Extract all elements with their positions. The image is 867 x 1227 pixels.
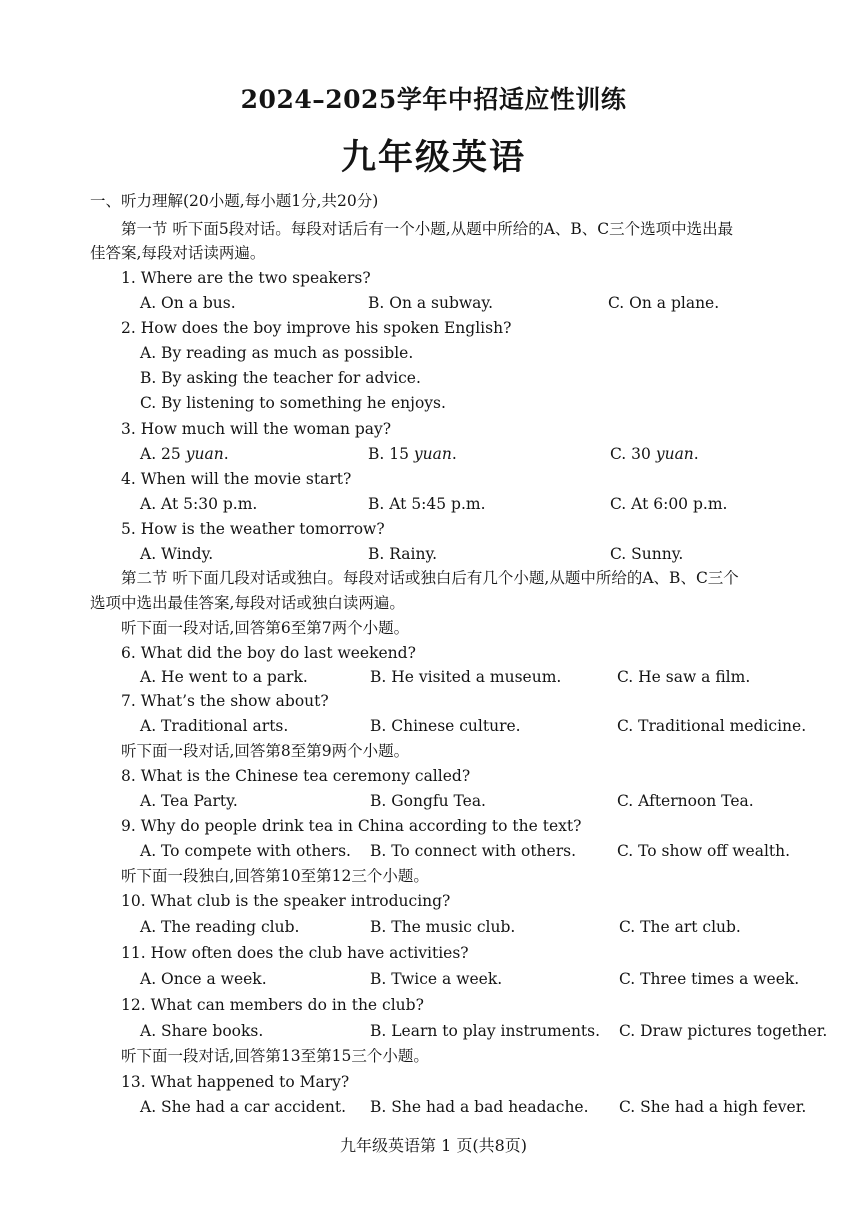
q10-option-b: B. The music club. xyxy=(370,918,516,936)
q6-option-c: C. He saw a film. xyxy=(617,668,751,686)
question-10: 10. What club is the speaker introducing? xyxy=(121,892,451,910)
q11-option-c: C. Three times a week. xyxy=(619,970,800,988)
part2-instruction: 第二节 听下面几段对话或独白。每段对话或独白后有几个小题,从题中所给的A、B、C三个 xyxy=(121,569,739,587)
q6-option-b: B. He visited a museum. xyxy=(370,668,562,686)
q1-option-c: C. On a plane. xyxy=(608,294,720,312)
q5-option-a: A. Windy. xyxy=(140,545,214,563)
q12-option-c: C. Draw pictures together. xyxy=(619,1022,828,1040)
q8-option-c: C. Afternoon Tea. xyxy=(617,792,754,810)
q7-option-b: B. Chinese culture. xyxy=(370,717,521,735)
question-6: 6. What did the boy do last weekend? xyxy=(121,644,416,662)
q10-option-c: C. The art club. xyxy=(619,918,741,936)
question-2: 2. How does the boy improve his spoken English? xyxy=(121,319,512,337)
instruction-q13-15: 听下面一段对话,回答第13至第15三个小题。 xyxy=(121,1047,429,1065)
page-footer: 九年级英语第 1 页(共8页) xyxy=(339,1136,528,1155)
question-13: 13. What happened to Mary? xyxy=(121,1073,350,1091)
part1-instruction-cont: 佳答案,每段对话读两遍。 xyxy=(90,244,266,262)
q3-option-b: B. 15 yuan. xyxy=(368,445,457,463)
q12-option-b: B. Learn to play instruments. xyxy=(370,1022,601,1040)
question-9: 9. Why do people drink tea in China according to the text? xyxy=(121,817,582,835)
instruction-q10-12: 听下面一段独白,回答第10至第12三个小题。 xyxy=(121,867,429,885)
question-1: 1. Where are the two speakers? xyxy=(121,269,371,287)
q8-option-b: B. Gongfu Tea. xyxy=(370,792,486,810)
q6-option-a: A. He went to a park. xyxy=(140,668,308,686)
part1-instruction: 第一节 听下面5段对话。每段对话后有一个小题,从题中所给的A、B、C三个选项中选出最 xyxy=(121,220,734,238)
question-12: 12. What can members do in the club? xyxy=(121,996,424,1014)
q12-option-a: A. Share books. xyxy=(140,1022,264,1040)
q1-option-a: A. On a bus. xyxy=(140,294,236,312)
q9-option-c: C. To show off wealth. xyxy=(617,842,791,860)
q13-option-a: A. She had a car accident. xyxy=(140,1098,347,1116)
q2-option-c: C. By listening to something he enjoys. xyxy=(140,394,446,412)
q5-option-c: C. Sunny. xyxy=(610,545,684,563)
q11-option-a: A. Once a week. xyxy=(140,970,267,988)
q10-option-a: A. The reading club. xyxy=(140,918,300,936)
q5-option-b: B. Rainy. xyxy=(368,545,438,563)
instruction-q6-7: 听下面一段对话,回答第6至第7两个小题。 xyxy=(121,619,410,637)
instruction-q8-9: 听下面一段对话,回答第8至第9两个小题。 xyxy=(121,742,410,760)
q1-option-b: B. On a subway. xyxy=(368,294,494,312)
q2-option-b: B. By asking the teacher for advice. xyxy=(140,369,421,387)
exam-title: 2024–2025学年中招适应性训练 xyxy=(240,85,627,114)
q9-option-a: A. To compete with others. xyxy=(140,842,351,860)
q11-option-b: B. Twice a week. xyxy=(370,970,503,988)
part2-instruction-cont: 选项中选出最佳答案,每段对话或独白读两遍。 xyxy=(90,594,405,612)
question-7: 7. What’s the show about? xyxy=(121,692,329,710)
question-11: 11. How often does the club have activities? xyxy=(121,944,469,962)
q8-option-a: A. Tea Party. xyxy=(140,792,238,810)
question-4: 4. When will the movie start? xyxy=(121,470,352,488)
question-8: 8. What is the Chinese tea ceremony called? xyxy=(121,767,471,785)
q7-option-c: C. Traditional medicine. xyxy=(617,717,807,735)
q4-option-a: A. At 5:30 p.m. xyxy=(140,495,258,513)
question-3: 3. How much will the woman pay? xyxy=(121,420,392,438)
section-heading: 一、听力理解(20小题,每小题1分,共20分) xyxy=(90,192,379,210)
q3-option-a: A. 25 yuan. xyxy=(140,445,229,463)
q4-option-b: B. At 5:45 p.m. xyxy=(368,495,486,513)
q13-option-c: C. She had a high fever. xyxy=(619,1098,807,1116)
q2-option-a: A. By reading as much as possible. xyxy=(140,344,414,362)
q9-option-b: B. To connect with others. xyxy=(370,842,576,860)
q4-option-c: C. At 6:00 p.m. xyxy=(610,495,728,513)
q7-option-a: A. Traditional arts. xyxy=(140,717,289,735)
subject-title: 九年级英语 xyxy=(340,137,526,178)
question-5: 5. How is the weather tomorrow? xyxy=(121,520,385,538)
q3-option-c: C. 30 yuan. xyxy=(610,445,699,463)
q13-option-b: B. She had a bad headache. xyxy=(370,1098,589,1116)
